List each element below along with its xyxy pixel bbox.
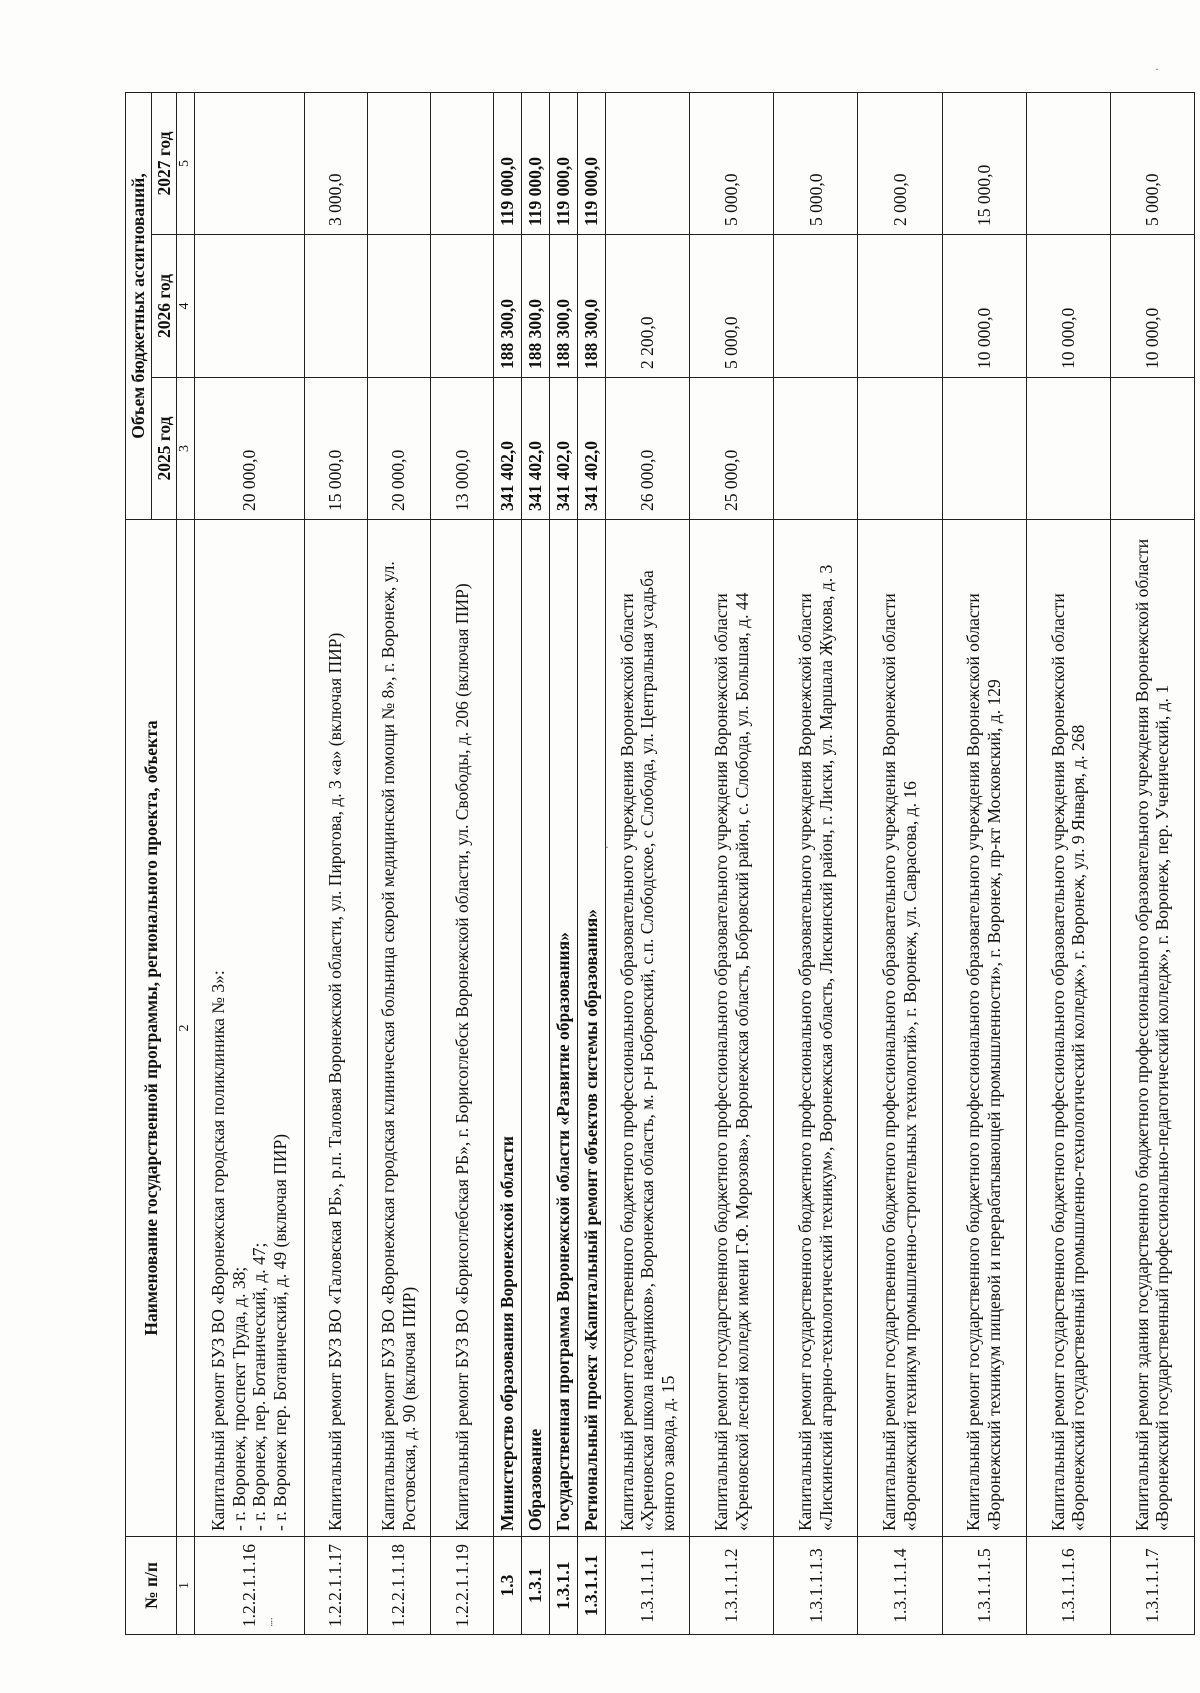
table-row: [578, 92, 606, 1634]
row-value-2026: 10 000,0: [942, 235, 1026, 378]
table-row: [690, 92, 774, 1634]
index-3: 3: [177, 378, 195, 520]
row-value-2025: 25 000,0: [690, 378, 774, 520]
row-value-2026: 10 000,0: [1026, 235, 1110, 378]
row-number: 1.2.2.1.1.16: [194, 1537, 304, 1635]
table-row: [606, 92, 690, 1634]
header-year-2025: 2025 год: [151, 378, 177, 520]
row-value-2025: 13 000,0: [430, 378, 493, 520]
index-4: 4: [177, 235, 195, 378]
row-value-2026: 188 300,0: [578, 235, 606, 378]
index-5: 5: [177, 92, 195, 234]
row-value-2025: 341 402,0: [521, 378, 549, 520]
row-number: 1.3.1.1.1.3: [774, 1537, 858, 1635]
row-value-2026: 188 300,0: [521, 235, 549, 378]
scan-mark: ⁞: [270, 1615, 274, 1629]
row-value-2026: 188 300,0: [549, 235, 577, 378]
table-row: [942, 92, 1026, 1634]
row-value-2026: [367, 235, 430, 378]
row-number: 1.3.1.1.1: [578, 1537, 606, 1635]
row-value-2027: 5 000,0: [1110, 92, 1194, 234]
row-value-2025: 341 402,0: [493, 378, 521, 520]
row-value-2027: [606, 92, 690, 234]
table-row: [521, 92, 549, 1634]
table-row: [1110, 92, 1194, 1634]
scan-mark: ·: [605, 840, 609, 854]
table-row: [367, 92, 430, 1634]
row-value-2025: 20 000,0: [367, 378, 430, 520]
row-name: Министерство образования Воронежской области: [493, 520, 521, 1537]
row-number: 1.3.1.1.1.4: [858, 1537, 942, 1635]
row-value-2027: 2 000,0: [858, 92, 942, 234]
row-name: Капитальный ремонт государственного бюджетного профессионального образовательного учреждения Воронежской области «Хреновская школа наездников», Воронежская область, м. р-н Бобровский, с.п. Слободское, с Слобода, ул. Центральная усадьба конного завода, д. 15: [606, 520, 690, 1537]
row-number: 1.3.1.1.1.2: [690, 1537, 774, 1635]
row-name: Капитальный ремонт БУЗ ВО «Воронежская городская клиническая больница скорой медицинской помощи № 8», г. Воронеж, ул. Ростовская, д. 90 (включая ПИР): [367, 520, 430, 1537]
row-number: 1.2.2.1.1.17: [304, 1537, 367, 1635]
header-no: № п/п: [126, 1537, 177, 1635]
table-row: [493, 92, 521, 1634]
row-value-2027: 119 000,0: [578, 92, 606, 234]
header-name: Наименование государственной программы, регионального проекта, объекта: [126, 520, 177, 1537]
row-value-2025: 341 402,0: [578, 378, 606, 520]
row-value-2026: [774, 235, 858, 378]
index-1: 1: [177, 1537, 195, 1635]
table-row: [194, 92, 304, 1634]
row-value-2027: 5 000,0: [774, 92, 858, 234]
row-value-2027: 119 000,0: [521, 92, 549, 234]
row-value-2026: [194, 235, 304, 378]
table-row: [1026, 92, 1110, 1634]
row-number: 1.3.1.1.1.7: [1110, 1537, 1194, 1635]
row-value-2027: 15 000,0: [942, 92, 1026, 234]
row-name: Государственная программа Воронежской области «Развитие образования»: [549, 520, 577, 1537]
table-row: [858, 92, 942, 1634]
row-value-2025: [1110, 378, 1194, 520]
row-number: 1.2.2.1.1.18: [367, 1537, 430, 1635]
row-value-2025: [858, 378, 942, 520]
row-value-2027: [367, 92, 430, 234]
row-value-2025: 341 402,0: [549, 378, 577, 520]
table-row: [549, 92, 577, 1634]
row-value-2025: [1026, 378, 1110, 520]
row-number: 1.3: [493, 1537, 521, 1635]
row-value-2027: 5 000,0: [690, 92, 774, 234]
table-row: [430, 92, 493, 1634]
row-value-2025: 15 000,0: [304, 378, 367, 520]
row-value-2025: 20 000,0: [194, 378, 304, 520]
index-2: 2: [177, 520, 195, 1537]
row-value-2027: 119 000,0: [493, 92, 521, 234]
scan-mark: ·: [1155, 62, 1159, 76]
row-value-2025: 26 000,0: [606, 378, 690, 520]
row-name: Образование: [521, 520, 549, 1537]
table-body: [194, 92, 1194, 1634]
row-name: Капитальный ремонт БУЗ ВО «Борисоглебская РБ», г. Борисоглебск Воронежской области, ул. Свободы, д. 206 (включая ПИР): [430, 520, 493, 1537]
header-volume: Объем бюджетных ассигнований,: [126, 92, 152, 519]
header-year-2027: 2027 год: [151, 92, 177, 234]
header-year-2026: 2026 год: [151, 235, 177, 378]
row-name: Капитальный ремонт государственного бюджетного профессионального образовательного учреждения Воронежской области «Лискинский аграрно-технологический техникум», Воронежская область, Лискинский район, г. Лиски, ул. Маршала Жукова, д. 3: [774, 520, 858, 1537]
row-value-2027: [1026, 92, 1110, 234]
budget-table: [125, 92, 1195, 1635]
row-value-2025: [942, 378, 1026, 520]
row-number: 1.2.2.1.1.19: [430, 1537, 493, 1635]
row-name: Капитальный ремонт государственного бюджетного профессионального образовательного учреждения Воронежской области «Хреновской лесной колледж имени Г.Ф. Морозова», Воронежская область, Бобровский район, с. Слобода, ул. Большая, д. 44: [690, 520, 774, 1537]
row-value-2027: [430, 92, 493, 234]
row-number: 1.3.1.1: [549, 1537, 577, 1635]
row-value-2025: [774, 378, 858, 520]
row-value-2026: [430, 235, 493, 378]
row-number: 1.3.1.1.1.5: [942, 1537, 1026, 1635]
row-name: Капитальный ремонт БУЗ ВО «Таловская РБ», р.п. Таловая Воронежской области, ул. Пирогова, д. 3 «а» (включая ПИР): [304, 520, 367, 1537]
row-name: Капитальный ремонт здания государственного бюджетного профессионального образовательного учреждения Воронежской области «Воронежский государственный профессионально-педагогический колледж», г. Воронеж, пер. Ученический, д. 1: [1110, 520, 1194, 1537]
row-value-2026: [304, 235, 367, 378]
row-number: 1.3.1.1.1.1: [606, 1537, 690, 1635]
row-value-2027: 119 000,0: [549, 92, 577, 234]
row-name: Региональный проект «Капитальный ремонт объектов системы образования»: [578, 520, 606, 1537]
row-number: 1.3.1.1.1.6: [1026, 1537, 1110, 1635]
row-name: Капитальный ремонт БУЗ ВО «Воронежская городская поликлиника № 3»: - г. Воронеж, проспект Труда, д. 38; - г. Воронеж, пер. Ботанический, д. 47; - г. Воронеж пер. Ботанический, д. 49 (включая ПИР): [194, 520, 304, 1537]
row-value-2026: 5 000,0: [690, 235, 774, 378]
rotated-table-container: [125, 93, 1195, 1635]
row-number: 1.3.1: [521, 1537, 549, 1635]
row-value-2026: 188 300,0: [493, 235, 521, 378]
row-value-2026: 10 000,0: [1110, 235, 1194, 378]
row-name: Капитальный ремонт государственного бюджетного профессионального образовательного учреждения Воронежской области «Воронежский техникум промышленно-строительных технологий», г. Воронеж, ул. Саврасова, д. 16: [858, 520, 942, 1537]
row-value-2026: 2 200,0: [606, 235, 690, 378]
table-row: [774, 92, 858, 1634]
row-name: Капитальный ремонт государственного бюджетного профессионального образовательного учреждения Воронежской области «Воронежский техникум пищевой и перерабатывающей промышленности», г. Воронеж, пр-кт Московский, д. 129: [942, 520, 1026, 1537]
row-value-2027: [194, 92, 304, 234]
row-name: Капитальный ремонт государственного бюджетного профессионального образовательного учреждения Воронежской области «Воронежский государственный промышленно-технологический колледж», г. Воронеж, ул. 9 Января, д. 268: [1026, 520, 1110, 1537]
row-value-2026: [858, 235, 942, 378]
row-value-2027: 3 000,0: [304, 92, 367, 234]
table-row: [304, 92, 367, 1634]
